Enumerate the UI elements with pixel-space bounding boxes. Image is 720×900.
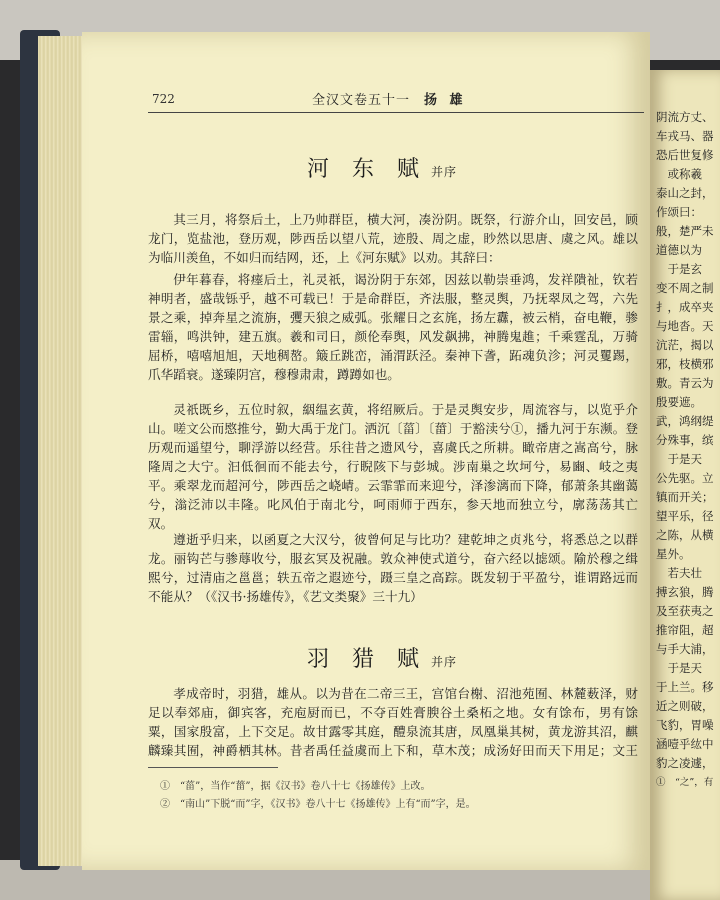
right-page-line: 搏玄狼，腾 xyxy=(656,585,714,599)
right-page-line: 变不周之制 xyxy=(656,281,714,295)
right-page-line: 若夫壮 xyxy=(656,566,702,580)
right-page-line: 于是天 xyxy=(656,661,702,675)
page-number: 722 xyxy=(152,92,175,106)
right-page-line: 邪，枝横邪 xyxy=(656,357,714,371)
right-page-line: 于上兰。移 xyxy=(656,680,714,694)
paragraph: 遵逝乎归来，以函夏之大汉兮，彼曾何足与比功？建乾坤之贞兆兮，将悉总之以群龙。丽钩芒与骖蓐收兮，服玄冥及祝融。敦众神使式道兮，奋六经以摅颂。隃於穆之缉熙兮，过清庙之邕邕；轶五帝之遐迹兮，蹑三皇之高踪。既发轫于平盈兮，谁谓路远而不能从？（《汉书·扬雄传》，《艺文类聚》三十九） xyxy=(148,532,638,604)
section-title-suffix: 并序 xyxy=(431,655,458,669)
right-page-line: 殷要遮。 xyxy=(656,395,702,409)
right-page-line: 近之则破， xyxy=(656,699,714,713)
right-page-line: 于是天 xyxy=(656,452,702,466)
right-page-line: 道德以为 xyxy=(656,243,702,257)
paragraph: 孝成帝时，羽猎，雄从。以为昔在二帝三王，宫馆台榭、沼池苑囿、林麓薮泽，财足以奉郊庙，御宾客，充庖厨而已，不夺百姓膏腴谷土桑柘之地。女有馀布，男有馀粟，国家殷富，上下交足。故甘露零其庭，醴泉流其唐，凤凰巢其树，黄龙游其沼，麒麟臻其囿，神爵栖其林。昔者禹任益虞而上下和，草木茂；成汤好田而天下用足；文王 xyxy=(148,686,638,758)
running-title: 全汉文卷五十一 xyxy=(312,93,411,108)
paragraph: 其三月，将祭后土，上乃帅群臣，横大河，凑汾阴。既祭，行游介山，回安邑，顾龙门，览盐池，登历观，陟西岳以望八荒，迹殷、周之虚，眇然以思唐、虞之风。雄以为临川羡鱼，不如归而结网，还，上《河东赋》以劝。其辞曰： xyxy=(148,212,638,265)
right-page-line: 阴流方丈、 xyxy=(656,110,714,124)
right-page-footnote: ① “之”，有 xyxy=(656,777,714,788)
right-page-line: 望平乐，径 xyxy=(656,509,714,523)
right-page-line: 作颂曰： xyxy=(656,205,702,219)
right-page-fragment xyxy=(650,70,720,900)
footnote: ① “菑”，当作“葘”，据《汉书》卷八十七《扬雄传》上改。 xyxy=(160,781,431,792)
right-page-line: 之陈，从横 xyxy=(656,528,714,542)
section-title-suffix: 并序 xyxy=(431,165,458,179)
right-page-line: 恐后世复修 xyxy=(656,148,714,162)
section-title-yulie xyxy=(307,642,457,673)
right-page-line: 分殊事，缤 xyxy=(656,433,714,447)
section-title-hedong xyxy=(307,152,457,183)
right-page-line: 般，楚严未 xyxy=(656,224,714,238)
paragraph: 伊年暮春，将瘗后土，礼灵祇，谒汾阴于东郊，因兹以勒崇垂鸿，发祥隤祉，钦若神明者，盛哉铄乎，越不可载已！于是命群臣，齐法服，整灵舆，乃抚翠凤之驾，六先景之乘，掉奔星之流旃，彏天狼之威弧。张耀日之玄旄，扬左纛，被云梢，奋电鞭，骖雷辎，鸣洪钟，建五旗。羲和司日，颜伦奉舆，风发飙拂，神腾鬼趡；千乘霆乱，万骑屈桥，嘻嘻旭旭，天地稠嶅。簸丘跳峦，涌渭跃泾。秦神下詟，跖魂负沴；河灵矍踢，爪华蹈衰。遂臻阴宫，穆穆肃肃，蹲蹲如也。 xyxy=(148,272,638,382)
right-page-line: 公先驱。立 xyxy=(656,471,714,485)
right-page-line: 及至获夷之 xyxy=(656,604,714,618)
right-page-line: 推帘阻，超 xyxy=(656,623,714,637)
right-page-line: 沆茫，揭以 xyxy=(656,338,714,352)
footnote-rule xyxy=(148,767,278,768)
right-page-line: 武，鸿纲缇 xyxy=(656,414,714,428)
right-page-line: 豹之凌遽， xyxy=(656,756,714,770)
right-page-line: 与手大浦， xyxy=(656,642,714,656)
header-rule xyxy=(148,112,644,113)
author-name: 扬 雄 xyxy=(424,93,467,108)
right-page-line: 扌，成卒夹 xyxy=(656,300,714,314)
paragraph: 灵祇既乡，五位时叙，絪缊玄黄，将绍厥后。于是灵舆安步，周流容与，以览乎介山。嗟文公而愍推兮，勤大禹于龙门。洒沉〔菑〕〔葘〕于豁渎兮①，播九河于东濒。登历观而遥望兮，聊浮游以经营。乐往昔之遗风兮，喜虞氏之所耕。瞰帝唐之嵩高兮，脉隆周之大宁。汩低徊而不能去兮，行睨陔下与彭城。涉南巢之坎坷兮，易豳、岐之夷平。乘翠龙而超河兮，陟西岳之峣崝。云霏霏而来迎兮，泽渗漓而下降，郁萧条其幽蔼兮，滃泛沛以丰隆。叱风伯于南北兮，呵雨师于西东，参天地而独立兮，廓荡荡其亡双。 xyxy=(148,402,638,531)
right-page-lines xyxy=(650,70,720,792)
right-page-line: 飞豹，胃噪 xyxy=(656,718,714,732)
right-page-line: 或称羲 xyxy=(656,167,702,181)
right-page-line: 敷。青云为 xyxy=(656,376,714,390)
right-page-line: 涵噎乎纮中 xyxy=(656,737,714,751)
right-page-line: 车戎马、器 xyxy=(656,129,714,143)
right-page-line: 泰山之封， xyxy=(656,186,714,200)
running-head xyxy=(312,89,467,108)
right-page-line: 与地沓。天 xyxy=(656,319,714,333)
right-page-line: 于是玄 xyxy=(656,262,702,276)
left-page xyxy=(82,32,650,870)
section-title-text: 羽 猎 赋 xyxy=(307,647,427,672)
right-page-line: 星外。 xyxy=(656,547,691,561)
right-page-line: 镇而开关； xyxy=(656,490,714,504)
section-title-text: 河 东 赋 xyxy=(307,157,427,182)
footnote: ② “南山”下脱“而”字，《汉书》卷八十七《扬雄传》上有“而”字，是。 xyxy=(160,799,476,810)
